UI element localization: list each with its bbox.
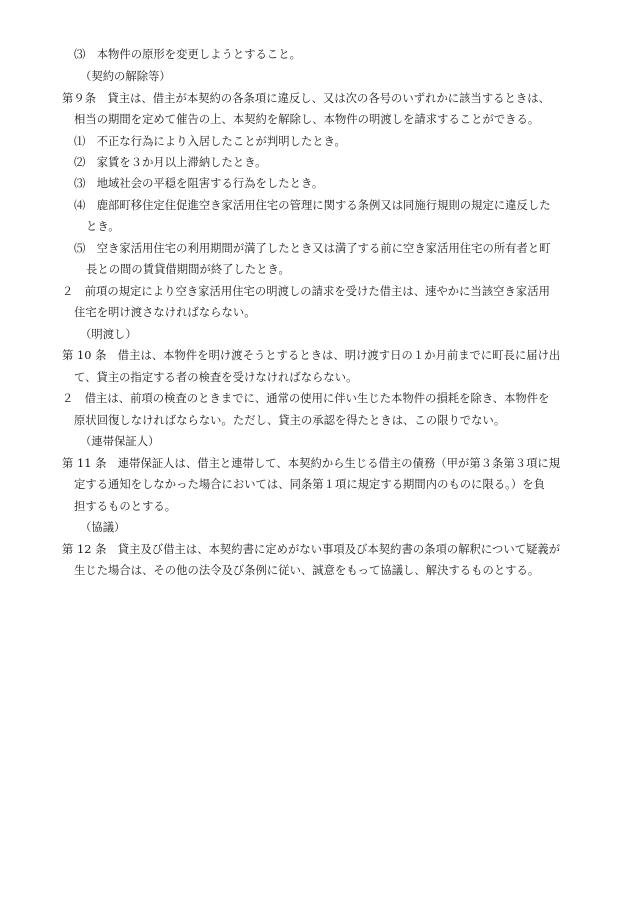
article-9-item-3: ⑶ 地域社会の平穏を阻害する行為をしたとき。 bbox=[74, 177, 324, 190]
article-9-item-5-line-1: ⑸ 空き家活用住宅の利用期間が満了したとき又は満了する前に空き家活用住宅の所有者と町 bbox=[74, 242, 551, 255]
article-11-line-3: 担するものとする。 bbox=[74, 500, 177, 513]
article-9-line-1: 第９条 貸主は、借主が本契約の各条項に違反し、又は次の各号のいずれかに該当するときは、 bbox=[62, 92, 550, 105]
article-9-item-4-line-1: ⑷ 鹿部町移住定住促進空き家活用住宅の管理に関する条例又は同施行規則の規定に違反した bbox=[74, 199, 551, 212]
article-10-para-2-line-1: ２ 借主は、前項の検査のときまでに、通常の使用に伴い生じた本物件の損耗を除き、本物件を bbox=[62, 392, 550, 405]
article-9-line-2: 相当の期間を定めて催告の上、本契約を解除し、本物件の明渡しを請求することができる。 bbox=[74, 113, 540, 126]
article-9-item-2: ⑵ 家賃を３か月以上滞納したとき。 bbox=[74, 156, 267, 169]
article-10-line-1: 第 10 条 借主は、本物件を明け渡そうとするときは、明け渡す日の１か月前までに町長に届け出 bbox=[62, 349, 561, 362]
article-10-heading: （明渡し） bbox=[80, 328, 137, 341]
article-9-heading: （契約の解除等） bbox=[80, 70, 171, 83]
article-12-heading: （協議） bbox=[80, 521, 126, 534]
article-9-item-1: ⑴ 不正な行為により入居したことが判明したとき。 bbox=[74, 135, 346, 148]
article-10-line-2: て、貸主の指定する者の検査を受けなければならない。 bbox=[74, 371, 358, 384]
article-12-line-2: 生じた場合は、その他の法令及び条例に従い、誠意をもって協議し、解決するものとする。 bbox=[74, 564, 540, 577]
article-9-item-5-line-2: 長との間の賃貸借期間が終了したとき。 bbox=[86, 263, 290, 276]
article-12-line-1: 第 12 条 貸主及び借主は、本契約書に定めがない事項及び本契約書の条項の解釈について疑義が bbox=[62, 543, 561, 556]
item-3-prev: ⑶ 本物件の原形を変更しようとすること。 bbox=[74, 48, 301, 61]
article-9-para-2-line-2: 住宅を明け渡さなければならない。 bbox=[74, 306, 256, 319]
article-9-para-2-line-1: ２ 前項の規定により空き家活用住宅の明渡しの請求を受けた借主は、速やかに当該空き家活用 bbox=[62, 285, 550, 298]
article-11-line-1: 第 11 条 連帯保証人は、借主と連帯して、本契約から生じる借主の債務（甲が第３条第３項に規 bbox=[62, 457, 561, 470]
article-11-heading: （連帯保証人） bbox=[80, 435, 160, 448]
article-11-line-2: 定する通知をしなかった場合においては、同条第１項に規定する期間内のものに限る。）を負 bbox=[74, 478, 545, 491]
article-9-item-4-line-2: とき。 bbox=[86, 220, 120, 233]
article-10-para-2-line-2: 原状回復しなければならない。ただし、貸主の承認を得たときは、この限りでない。 bbox=[74, 414, 506, 427]
